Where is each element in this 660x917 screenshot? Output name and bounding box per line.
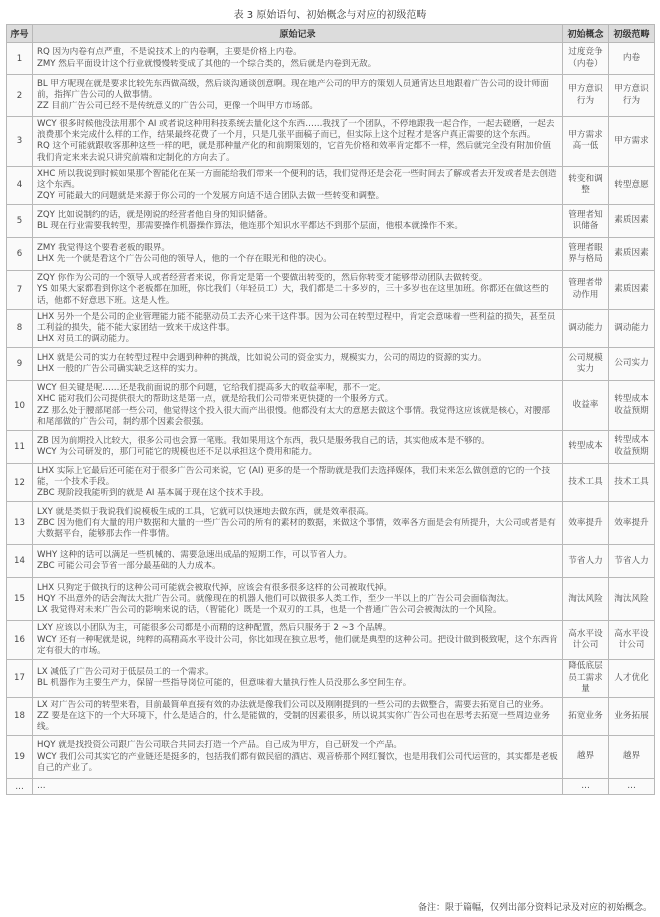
row-index: 14 — [7, 545, 33, 578]
table-header-row — [7, 25, 655, 43]
row-record — [33, 430, 563, 463]
record-line: WCY 很多时候他没法用那个 AI 或者说这种用科技系统去量化这个东西……我找了一个团队，不停地跟我一起合作，一起去磋磨，一起去浪费那个来完成什么样的工作，结果最终花费了一个月，只是几张平面稿子而已，但实际上这个过程才是客户真正需要的这个东西。 — [37, 119, 555, 141]
row-record — [33, 502, 563, 545]
row-initial-concept: 效率提升 — [563, 502, 609, 545]
table-row — [7, 697, 655, 736]
table-row — [7, 621, 655, 660]
row-index: 2 — [7, 75, 33, 117]
record-line: WCY 我们公司其实它的产业链还是挺多的，包括我们都有做民宿的酒店、观音桥那个网红餐饮，也是用我们公司代运营的，其实都是老板自己的产业了。 — [37, 751, 558, 773]
record-line: BL 甲方呢现在就是要求比较先东西做高级，然后谈沟通谈创意啊。现在地产公司的甲方的策划人员通宵达旦地跟着广告公司的设计师面前，指挥广告公司的人做事情。 — [37, 78, 549, 100]
row-index: 15 — [7, 578, 33, 621]
table-row — [7, 43, 655, 75]
row-record — [33, 271, 563, 310]
row-index: 12 — [7, 463, 33, 502]
row-index: 3 — [7, 117, 33, 167]
table-row — [7, 659, 655, 697]
record-line: LXY 应该以小团队为主，可能很多公司都是小而精的这种配置，然后只服务于 2 ~3 个品牌。 — [37, 623, 392, 634]
row-record — [33, 381, 563, 431]
header-index: 序号 — [7, 25, 33, 43]
header-initial-concept: 初始概念 — [563, 25, 609, 43]
record-line: LHX 一般的广告公司确实缺乏这样的实力。 — [37, 364, 203, 375]
coding-table — [6, 24, 655, 795]
row-initial-concept: 公司规模实力 — [563, 348, 609, 381]
record-line: LHX 先一个就是看这个广告公司他的领导人，他的一个存在眼光和他的决心。 — [37, 254, 332, 265]
table-body — [7, 43, 655, 795]
row-initial-concept: 管理者带动作用 — [563, 271, 609, 310]
row-initial-concept: 拓宽业务 — [563, 697, 609, 736]
row-index: 19 — [7, 736, 33, 779]
footnote: 备注：限于篇幅，仅列出部分资料记录及对应的初始概念。 — [417, 903, 652, 913]
row-index: 4 — [7, 166, 33, 205]
record-line: LHX 就是公司的实力在转型过程中会遇到种种的挑战，比如说公司的资金实力，规模实力，公司的周边的资源的实力。 — [37, 353, 487, 364]
record-line: LHX 实际上它最后还可能在对于很多广告公司来说，它 (AI) 更多的是一个帮助就是我们去选择媒体，我们未来怎么做创意的它的一个技能，一个技术手段。 — [37, 465, 551, 488]
record-line: LHX 另外一个是公司的企业管理能力能不能驱动员工去齐心来干这件事。因为公司在转型过程中，肯定会意味着一些利益的损失，甚至员工利益的损失，能不能大家团结一致来干成这件事。 — [37, 311, 556, 333]
record-line: LX 对广告公司的转型来看，目前最简单直接有效的办法就是像我们公司以及刚刚提到的一些公司的去做整合，需要去拓宽自己的业务。 — [37, 699, 549, 710]
row-primary-category: 转型意愿 — [609, 166, 655, 205]
row-index: 7 — [7, 271, 33, 310]
row-record — [33, 463, 563, 502]
row-initial-concept: … — [563, 779, 609, 795]
row-initial-concept: 节省人力 — [563, 545, 609, 578]
row-initial-concept: 调动能力 — [563, 309, 609, 348]
record-line: ZZ 目前广告公司已经不是传统意义的广告公司，更像一个叫甲方市场部。 — [37, 101, 318, 112]
table-row — [7, 545, 655, 578]
row-initial-concept: 高水平设计公司 — [563, 621, 609, 660]
row-index: 16 — [7, 621, 33, 660]
record-line: WHY 这种的话可以满足一些机械的、需要急速出成品的短期工作，可以节省人力。 — [37, 550, 353, 561]
row-initial-concept: 甲方意识行为 — [563, 75, 609, 117]
row-record — [33, 205, 563, 238]
row-index: 17 — [7, 659, 33, 697]
header-record: 原始记录 — [33, 25, 563, 43]
row-index: 11 — [7, 430, 33, 463]
record-line: HQY 就是找投资公司跟广告公司联合共同去打造一个产品。自己成为甲方，自己研发一个产品。 — [37, 740, 402, 751]
record-line: LXY 就是类似于我说我们说模板生成的工具，它就可以快速地去做东西，就是效率很高。 — [37, 506, 374, 517]
row-initial-concept: 收益率 — [563, 381, 609, 431]
row-record — [33, 348, 563, 381]
row-primary-category: 转型成本收益预期 — [609, 430, 655, 463]
row-primary-category: 节省人力 — [609, 545, 655, 578]
record-line: WCY 还有一种呢就是说，纯粹的高精高水平设计公司，你比如现在独立思考，他们就是典型的这种公司。把设计做到极致呢，这个东西肯定有很大的市场。 — [37, 634, 558, 656]
row-primary-category: 甲方需求 — [609, 117, 655, 167]
record-line: ZMY 我觉得这个要看老板的眼界。 — [37, 243, 171, 254]
record-line: RQ 因为内卷有点严重，不是说技术上的内卷啊，主要是价格上内卷。 — [37, 47, 302, 58]
row-record — [33, 621, 563, 660]
table-row — [7, 205, 655, 238]
record-line: XHC 所以我说到时候如果那个智能化在某一方面能给我们带来一个便利的话，我们觉得还是会花一些时间去了解或者去开发或者是去创造这个东西。 — [37, 168, 557, 190]
row-primary-category: 转型成本收益预期 — [609, 381, 655, 431]
row-index: 8 — [7, 309, 33, 348]
row-record — [33, 309, 563, 348]
record-line: ZQY 比如说制约的话，就是刚说的经营者他自身的知识储备。 — [37, 210, 273, 221]
record-line: LX 减低了广告公司对于低层员工的一个需求。 — [37, 667, 214, 678]
row-record — [33, 736, 563, 779]
table-row — [7, 578, 655, 621]
record-line: RQ 这个可能就跟收客那种这些一样的吧，就是那种量产化的和前期策划的，它首先价格和效率肯定都不一样，然后就完全没有附加价值我们肯定来来去说只讲究前端和定制化的方向去了。 — [37, 141, 551, 163]
row-primary-category: 调动能力 — [609, 309, 655, 348]
row-primary-category: 人才优化 — [609, 659, 655, 697]
row-index: … — [7, 779, 33, 795]
table-row — [7, 381, 655, 431]
record-line: ZZ 要是在这下的一个大环境下，什么是适合的，什么是能做的，受制的因素很多，所以说其实你广告公司也在思考去拓宽一些周边业务线。 — [37, 710, 550, 733]
record-line: WCY 为公司研发的，那门可能它的规模也还不足以承担这个费用和能力。 — [37, 446, 318, 457]
row-initial-concept: 转变和调整 — [563, 166, 609, 205]
row-primary-category: 越界 — [609, 736, 655, 779]
row-primary-category: 效率提升 — [609, 502, 655, 545]
row-initial-concept: 淘汰风险 — [563, 578, 609, 621]
record-line: BL 机器作为主要生产力，保留一些指导岗位可能的，但意味着大量执行性人员没那么多空间生存。 — [37, 678, 412, 689]
table-row — [7, 271, 655, 310]
row-initial-concept: 管理者知识储备 — [563, 205, 609, 238]
record-line: ZQY 你作为公司的一个领导人或者经营者来说，你肯定是第一个要做出转变的，然后你转变才能够带动团队去做转变。 — [37, 273, 488, 284]
row-primary-category: 淘汰风险 — [609, 578, 655, 621]
record-line: YS 如果大家都看到你这个老板都在加班，你比我们（年轻员工）大，我们都是二十多岁的，三十多岁也在这里加班。你都还在做这些的话，他都不好意思下班。这是人性。 — [37, 284, 549, 306]
record-line: ZMY 然后平面设计这个行业就慢慢转变成了其他的一个综合类的，然后就是内卷到无敌。 — [37, 58, 377, 69]
row-record — [33, 697, 563, 736]
row-record — [33, 43, 563, 75]
table-row — [7, 348, 655, 381]
table-row — [7, 309, 655, 348]
row-index: 18 — [7, 697, 33, 736]
row-initial-concept: 越界 — [563, 736, 609, 779]
row-initial-concept: 降低底层员工需求量 — [563, 659, 609, 697]
row-initial-concept: 转型成本 — [563, 430, 609, 463]
row-primary-category: 业务拓展 — [609, 697, 655, 736]
row-record — [33, 166, 563, 205]
table-row — [7, 736, 655, 779]
row-record — [33, 75, 563, 117]
table-row — [7, 166, 655, 205]
record-line: LHX 对员工的调动能力。 — [37, 334, 135, 345]
header-primary-category: 初级范畴 — [609, 25, 655, 43]
row-index: 13 — [7, 502, 33, 545]
table-row — [7, 463, 655, 502]
row-primary-category: 甲方意识行为 — [609, 75, 655, 117]
row-initial-concept: 甲方需求高一低 — [563, 117, 609, 167]
row-index: 5 — [7, 205, 33, 238]
table-row — [7, 75, 655, 117]
row-primary-category: 素质因素 — [609, 271, 655, 310]
record-line: BL 现在行业需要我转型，那需要操作机器操作算法，他连那个知识水平都达不到那个层面，他根本就操作不来。 — [37, 221, 463, 232]
record-line: ZBC 现阶段我能听到的就是 AI 基本属于现在这个技术手段。 — [37, 488, 269, 499]
record-line: XHC 能对我们公司提供很大的帮助这是第一点，就是给我们公司带来更快捷的一个服务方式。 — [37, 394, 394, 405]
row-record — [33, 659, 563, 697]
row-initial-concept: 管理者眼界与格局 — [563, 238, 609, 271]
table-caption: 表 3 原始语句、初始概念与对应的初级范畴 — [233, 10, 427, 21]
record-line: LX 我觉得对未来广告公司的影响来说的话，（智能化）既是一个双刃的工具，也是一个普通广告公司会被淘汰的一个风险。 — [37, 605, 502, 616]
row-primary-category: 素质因素 — [609, 205, 655, 238]
row-record — [33, 779, 563, 795]
row-record — [33, 117, 563, 167]
row-primary-category: 公司实力 — [609, 348, 655, 381]
record-line: … — [37, 781, 46, 792]
row-initial-concept: 过度竞争（内卷） — [563, 43, 609, 75]
table-row — [7, 238, 655, 271]
row-primary-category: 素质因素 — [609, 238, 655, 271]
row-index: 10 — [7, 381, 33, 431]
row-record — [33, 578, 563, 621]
row-index: 6 — [7, 238, 33, 271]
record-line: WCY 但关键是呢……还是我前面说的那个问题，它给我们提高多大的收益率呢，那不一定。 — [37, 383, 386, 394]
record-line: HQY 不出意外的话会淘汰大批广告公司。就像现在的机器人他们可以做很多人类工作，至少一半以上的广告公司会面临淘汰。 — [37, 593, 514, 604]
row-primary-category: 技术工具 — [609, 463, 655, 502]
row-record — [33, 545, 563, 578]
record-line: ZB 因为前期投入比较大，很多公司也会算一笔账。我如果用这个东西，我只是服务我自己的话，其实他成本是不够的。 — [37, 435, 490, 446]
table-row — [7, 430, 655, 463]
table-row — [7, 779, 655, 795]
table-row — [7, 502, 655, 545]
record-line: LHX 只狗定于做执行的这种公司可能就会被取代掉，应该会有很多很多这样的公司被取代掉。 — [37, 582, 393, 593]
record-line: ZBC 可能公司会节省一部分最基础的人力成本。 — [37, 561, 221, 572]
record-line: ZBC 因为他们有大量的用户数据和大量的一些广告公司的所有的素材的数据，来做这个事情，效率各方面是会有所提升，大公司或者是有大数据平台，能够那去作一件事情。 — [37, 517, 556, 540]
row-primary-category: … — [609, 779, 655, 795]
record-line: ZQY 可能最大的问题就是来源于你公司的一个发展方向适不适合团队去做一些转变和调整。 — [37, 191, 385, 202]
row-index: 9 — [7, 348, 33, 381]
row-record — [33, 238, 563, 271]
row-index: 1 — [7, 43, 33, 75]
row-primary-category: 高水平设计公司 — [609, 621, 655, 660]
record-line: ZZ 那么处于腰部尾部一些公司，他觉得这个投入很大而产出很慢。他都没有太大的意愿去做这个事情。我觉得这应该就是核心，对腰部和尾部做的广告公司，制约那个因素会很强。 — [37, 405, 550, 427]
row-initial-concept: 技术工具 — [563, 463, 609, 502]
row-primary-category: 内卷 — [609, 43, 655, 75]
table-row — [7, 117, 655, 167]
